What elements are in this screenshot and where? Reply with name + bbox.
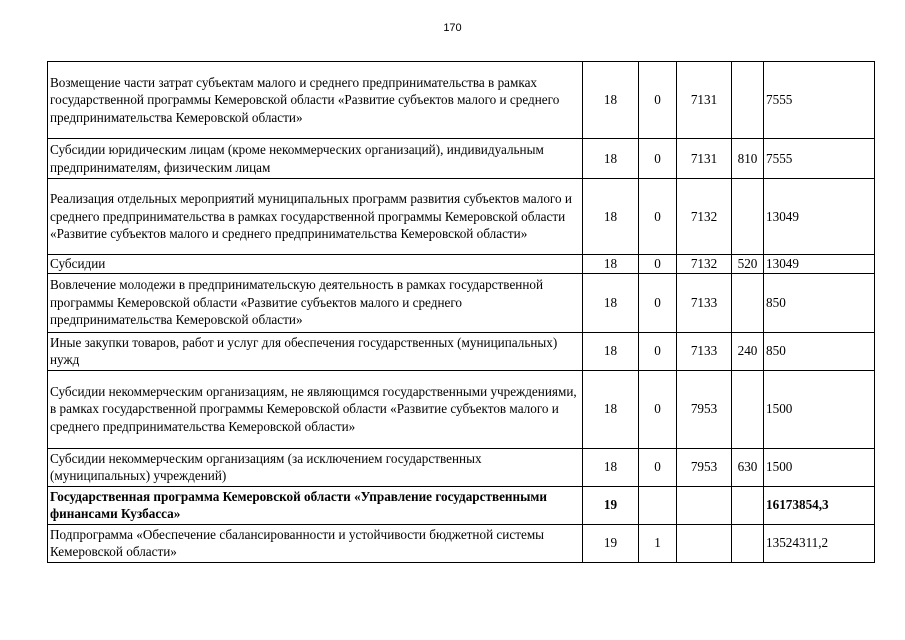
direction-code-cell: 7953 <box>677 370 732 448</box>
direction-code-cell: 7133 <box>677 332 732 370</box>
table-row <box>48 273 875 332</box>
table-row <box>48 255 875 274</box>
amount-cell: 7555 <box>764 62 875 139</box>
expense-type-cell: 810 <box>732 139 764 179</box>
expense-name-cell: Подпрограмма «Обеспечение сбалансированности и устойчивости бюджетной системы Кемеровской области» <box>48 524 583 562</box>
direction-code-cell: 7133 <box>677 273 732 332</box>
expense-name-cell: Субсидии некоммерческим организациям, не являющимся государственными учреждениями, в рамках государственной программы Кемеровской области «Развитие субъектов малого и среднего предпринимательства Кемеровской области» <box>48 370 583 448</box>
program-code-cell: 18 <box>583 255 639 274</box>
amount-cell: 850 <box>764 332 875 370</box>
program-code-cell: 18 <box>583 139 639 179</box>
direction-code-cell <box>677 524 732 562</box>
budget-table <box>47 61 875 563</box>
program-code-cell: 18 <box>583 179 639 255</box>
expense-name-cell: Реализация отдельных мероприятий муниципальных программ развития субъектов малого и среднего предпринимательства в рамках государственной программы Кемеровской области «Развитие субъектов малого и среднего предпринимательства Кемеровской области» <box>48 179 583 255</box>
subprogram-code-cell: 1 <box>639 524 677 562</box>
amount-cell: 13049 <box>764 255 875 274</box>
direction-code-cell <box>677 486 732 524</box>
program-code-cell: 18 <box>583 273 639 332</box>
page-number: 170 <box>443 22 462 34</box>
expense-name-cell: Государственная программа Кемеровской области «Управление государственными финансами Кузбасса» <box>48 486 583 524</box>
amount-cell: 7555 <box>764 139 875 179</box>
subprogram-code-cell: 0 <box>639 179 677 255</box>
amount-cell: 850 <box>764 273 875 332</box>
budget-table-body <box>48 62 875 563</box>
program-code-cell: 18 <box>583 448 639 486</box>
expense-name-cell: Субсидии некоммерческим организациям (за исключением государственных (муниципальных) учреждений) <box>48 448 583 486</box>
expense-name-cell: Возмещение части затрат субъектам малого и среднего предпринимательства в рамках государственной программы Кемеровской области «Развитие субъектов малого и среднего предпринимательства Кемеровской области» <box>48 62 583 139</box>
expense-name-cell: Иные закупки товаров, работ и услуг для обеспечения государственных (муниципальных) нужд <box>48 332 583 370</box>
expense-type-cell <box>732 62 764 139</box>
table-row <box>48 139 875 179</box>
expense-type-cell: 240 <box>732 332 764 370</box>
program-code-cell: 19 <box>583 486 639 524</box>
direction-code-cell: 7131 <box>677 139 732 179</box>
program-code-cell: 18 <box>583 62 639 139</box>
direction-code-cell: 7131 <box>677 62 732 139</box>
subprogram-code-cell: 0 <box>639 448 677 486</box>
subprogram-code-cell: 0 <box>639 255 677 274</box>
expense-name-cell: Вовлечение молодежи в предпринимательскую деятельность в рамках государственной программы Кемеровской области «Развитие субъектов малого и среднего предпринимательства Кемеровской области» <box>48 273 583 332</box>
expense-name-cell: Субсидии <box>48 255 583 274</box>
table-row <box>48 62 875 139</box>
direction-code-cell: 7132 <box>677 255 732 274</box>
expense-name-cell: Субсидии юридическим лицам (кроме некоммерческих организаций), индивидуальным предпринимателям, физическим лицам <box>48 139 583 179</box>
amount-cell: 13524311,2 <box>764 524 875 562</box>
expense-type-cell: 630 <box>732 448 764 486</box>
direction-code-cell: 7953 <box>677 448 732 486</box>
subprogram-code-cell: 0 <box>639 332 677 370</box>
direction-code-cell: 7132 <box>677 179 732 255</box>
expense-type-cell <box>732 179 764 255</box>
subprogram-code-cell: 0 <box>639 139 677 179</box>
subprogram-code-cell <box>639 486 677 524</box>
table-row <box>48 179 875 255</box>
subprogram-code-cell: 0 <box>639 62 677 139</box>
program-code-cell: 18 <box>583 332 639 370</box>
table-row <box>48 524 875 562</box>
subprogram-code-cell: 0 <box>639 273 677 332</box>
amount-cell: 1500 <box>764 448 875 486</box>
expense-type-cell: 520 <box>732 255 764 274</box>
program-code-cell: 18 <box>583 370 639 448</box>
table-row <box>48 332 875 370</box>
expense-type-cell <box>732 524 764 562</box>
subprogram-code-cell: 0 <box>639 370 677 448</box>
amount-cell: 13049 <box>764 179 875 255</box>
expense-type-cell <box>732 370 764 448</box>
program-code-cell: 19 <box>583 524 639 562</box>
amount-cell: 16173854,3 <box>764 486 875 524</box>
expense-type-cell <box>732 273 764 332</box>
table-row <box>48 448 875 486</box>
expense-type-cell <box>732 486 764 524</box>
table-row <box>48 370 875 448</box>
table-row-program-heading <box>48 486 875 524</box>
amount-cell: 1500 <box>764 370 875 448</box>
